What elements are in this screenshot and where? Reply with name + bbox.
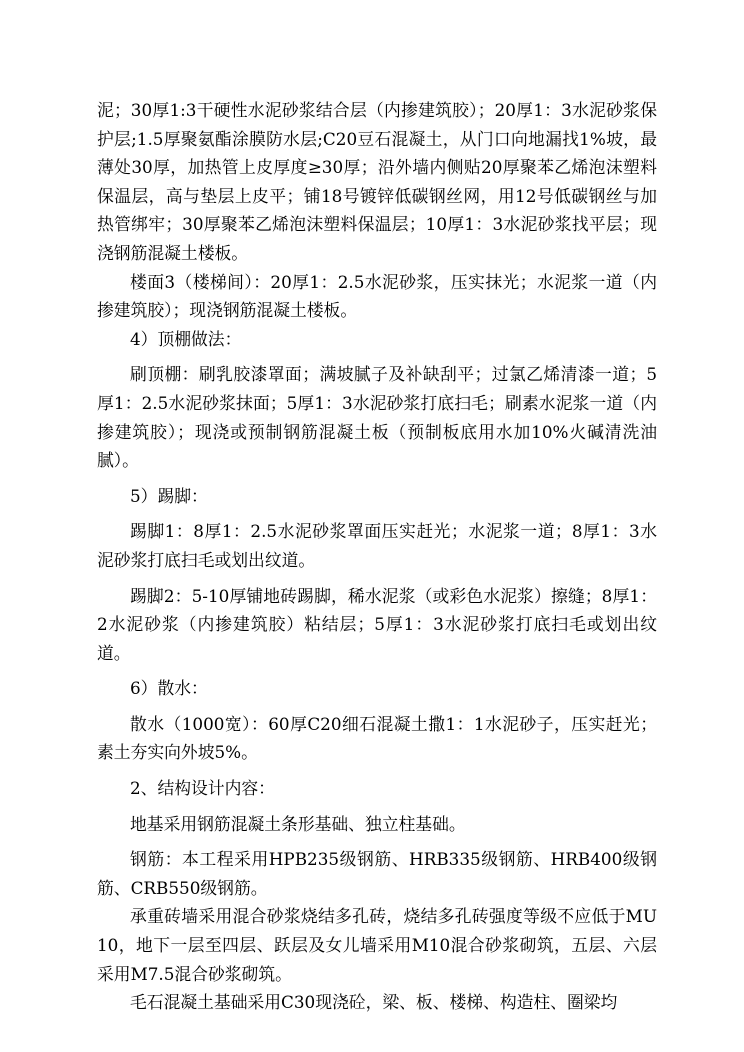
- paragraph-skirting-2: 踢脚2：5-10厚铺地砖踢脚，稀水泥浆（或彩色水泥浆）擦缝；8厚1：2水泥砂浆（内掺建筑胶）粘结层；5厚1：3水泥砂浆打底扫毛或划出纹道。: [97, 585, 657, 663]
- heading-apron: 6）散水：: [130, 678, 208, 699]
- paragraph-rebar: 钢筋：本工程采用HPB235级钢筋、HRB335级钢筋、HRB400级钢筋、CRB550级钢筋。: [97, 849, 657, 898]
- paragraph-floor-3-stairwell: 楼面3（楼梯间）：20厚1：2.5水泥砂浆，压实抹光；水泥浆一道（内掺建筑胶）；现浇钢筋混凝土楼板。: [97, 271, 657, 321]
- paragraph-ceiling: 刷顶棚：刷乳胶漆罩面；满坡腻子及补缺刮平；过氯乙烯清漆一道；5厚1：2.5水泥砂浆抹面；5厚1：3水泥砂浆打底扫毛；刷素水泥浆一道（内掺建筑胶）；现浇或预制钢筋混凝土板（预制板底用水加10%火碱清洗油腻）。: [97, 364, 657, 471]
- paragraph-foundation: 地基采用钢筋混凝土条形基础、独立柱基础。: [130, 813, 466, 834]
- heading-structural-design: 2、结构设计内容：: [130, 778, 275, 799]
- paragraph-concrete: 毛石混凝土基础采用C30现浇砼，梁、板、楼梯、构造柱、圈梁均: [130, 992, 618, 1013]
- paragraph-apron: 散水（1000宽）：60厚C20细石混凝土撒1：1水泥砂子，压实赶光；素土夯实向外坡5%。: [97, 713, 657, 763]
- document-body: [97, 96, 657, 1017]
- heading-skirting: 5）踢脚：: [130, 485, 208, 506]
- heading-ceiling: 4）顶棚做法：: [130, 328, 242, 349]
- paragraph-skirting-1: 踢脚1：8厚1：2.5水泥砂浆罩面压实赶光；水泥浆一道；8厚1：3水泥砂浆打底扫毛或划出纹道。: [97, 521, 657, 570]
- paragraph-masonry: 承重砖墙采用混合砂浆烧结多孔砖，烧结多孔砖强度等级不应低于MU10，地下一层至四层、跃层及女儿墙采用M10混合砂浆砌筑，五层、六层采用M7.5混合砂浆砌筑。: [97, 906, 657, 984]
- paragraph-floor-layers: 泥；30厚1:3干硬性水泥砂浆结合层（内掺建筑胶）；20厚1：3水泥砂浆保护层;1.5厚聚氨酯涂膜防水层;C20豆石混凝土，从门口向地漏找1%坡，最薄处30厚，加热管上皮厚度≥30厚；沿外墙内侧贴20厚聚苯乙烯泡沫塑料保温层，高与垫层上皮平；铺18号镀锌低碳钢丝网，用12号低碳钢丝与加热管绑牢；30厚聚苯乙烯泡沫塑料保温层；10厚1：3水泥砂浆找平层；现浇钢筋混凝土楼板。: [97, 100, 657, 263]
